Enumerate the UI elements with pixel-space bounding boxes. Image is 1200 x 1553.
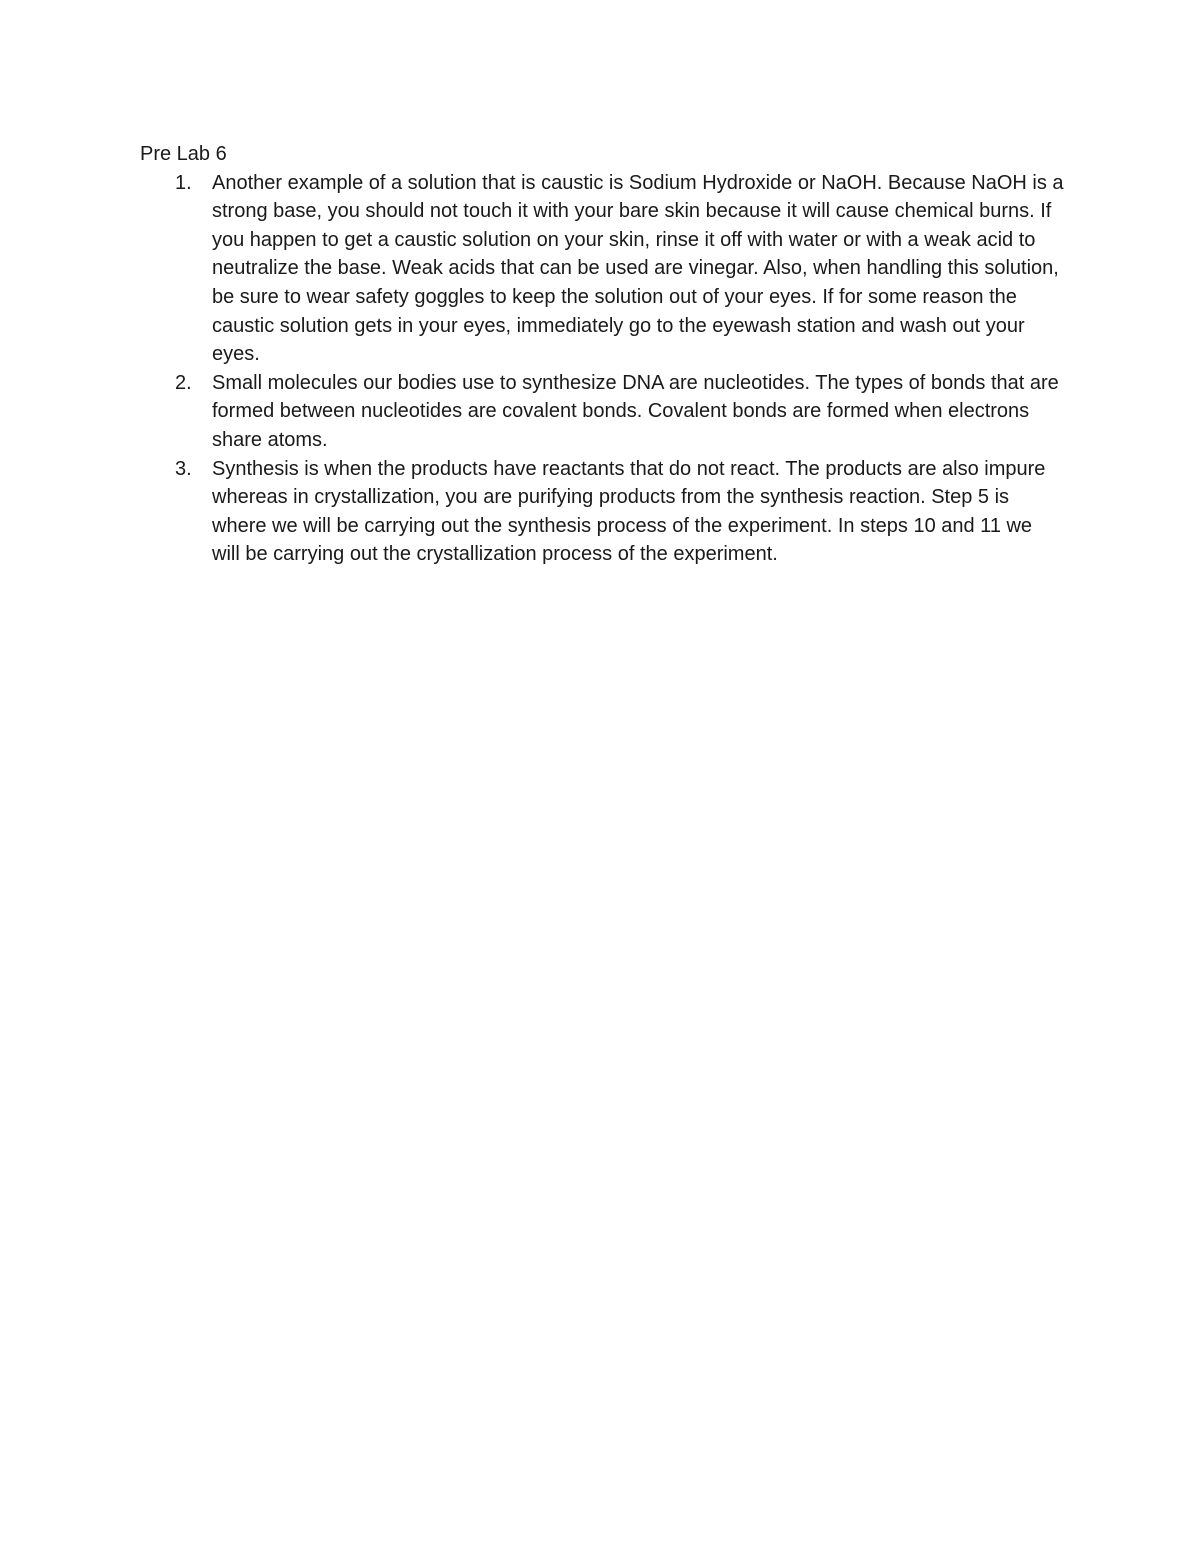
document-title: Pre Lab 6 [140, 143, 227, 165]
answer-number-3: 3. [175, 457, 192, 480]
answer-number-2: 2. [175, 371, 192, 394]
answer-item-1 [140, 169, 1065, 369]
document-body [140, 140, 1065, 569]
answer-item-3 [140, 455, 1065, 569]
answer-text-1: Another example of a solution that is caustic is Sodium Hydroxide or NaOH. Because NaOH is a strong base, you should not touch it with your bare skin because it will cause chemical burns. If you happen to get a caustic solution on your skin, rinse it off with water or with a weak acid to neutralize the base. Weak acids that can be used are vinegar. Also, when handling this solution, be sure to wear safety goggles to keep the solution out of your eyes. If for some reason the caustic solution gets in your eyes, immediately go to the eyewash station and wash out your eyes. [212, 171, 1064, 366]
answer-number-1: 1. [175, 171, 192, 194]
answer-item-2 [140, 369, 1065, 455]
answer-text-2: Small molecules our bodies use to synthesize DNA are nucleotides. The types of bonds that are formed between nucleotides are covalent bonds. Covalent bonds are formed when electrons share atoms. [212, 371, 1059, 451]
answer-text-3: Synthesis is when the products have reactants that do not react. The products are also impure whereas in crystallization, you are purifying products from the synthesis reaction. Step 5 is where we will be carrying out the synthesis process of the experiment. In steps 10 and 11 we will be carrying out the crystallization process of the experiment. [212, 457, 1046, 566]
answer-list [140, 169, 1065, 569]
